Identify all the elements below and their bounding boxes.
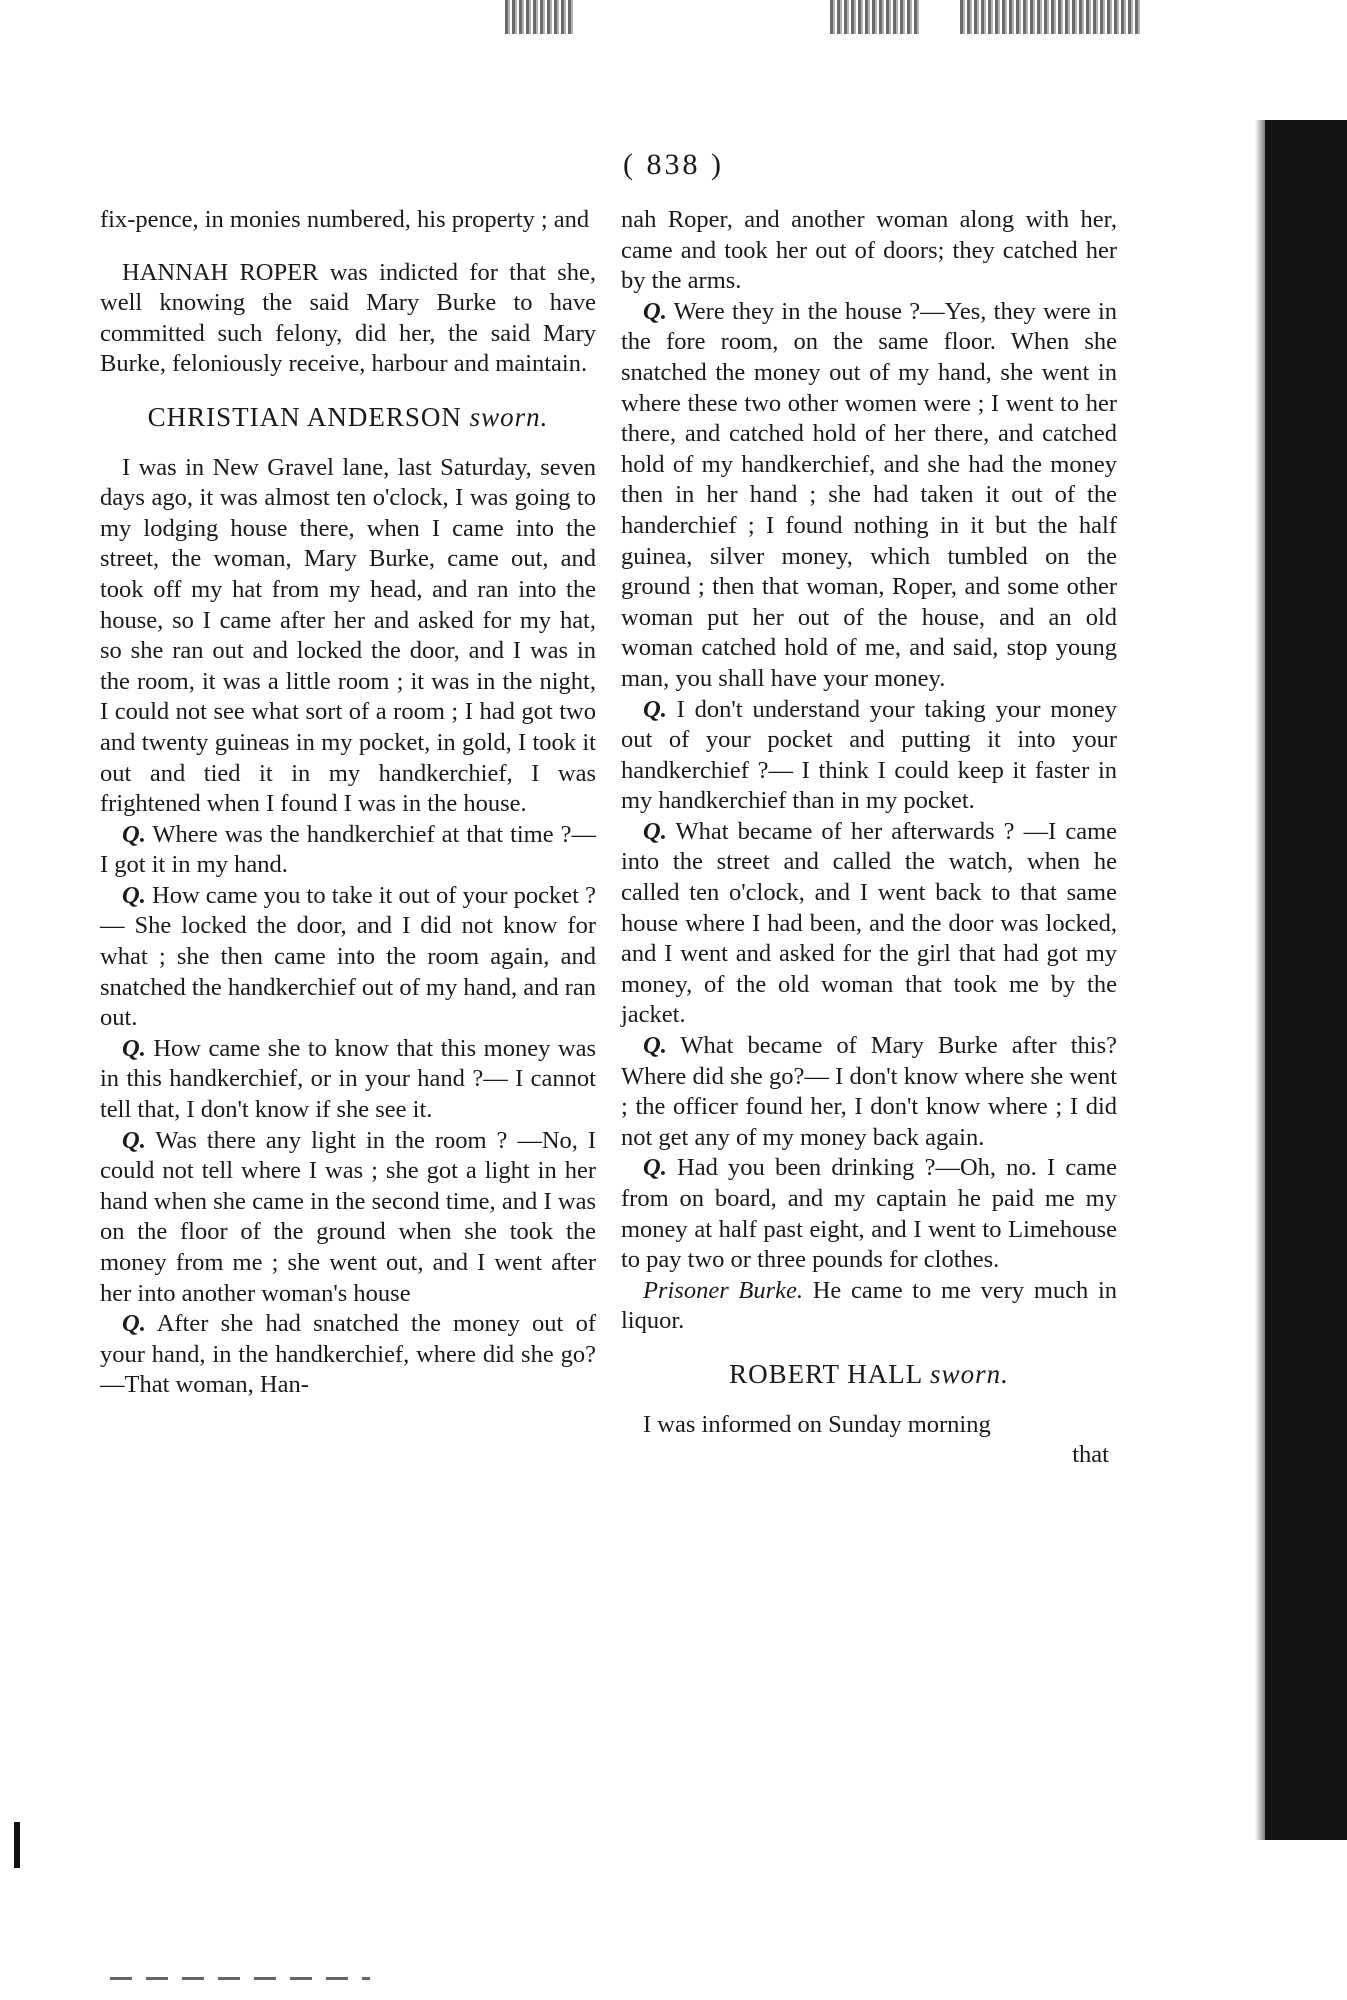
question-text: Had you been drinking ?—Oh, no. I came from on board, and my captain he paid me my money at half past eight, and I went to Limehouse to pay two or three pounds for clothes. — [621, 1154, 1118, 1274]
witness-heading — [100, 402, 596, 433]
question-text: Was there any light in the room ? —No, I could not tell where I was ; she got a light in her hand when she came in the second time, and I was on the floor of the ground when she took the money from me ; she went out, and I went after her into another woman's house — [100, 1126, 597, 1307]
indictment-paragraph: HANNAH ROPER was indicted for that she, well knowing the said Mary Burke to have committed such felony, did her, the said Mary Burke, feloniously receive, harbour and maintain. — [100, 258, 596, 378]
top-edge-smudge — [960, 0, 1140, 34]
question-mark: Q. — [643, 1032, 667, 1060]
binding-shadow — [1255, 120, 1265, 1840]
testimony-paragraph: I was in New Gravel lane, last Saturday, seven days ago, it was almost ten o'clock, I was going to my lodging house there, when I came into the street, the woman, Mary Burke, came out, and took off my hat from my head, and ran into the house, so I came after her and asked for my hat, so she ran out and locked the door, and I was in the room, it was a little room ; it was in the night, I could not see what sort of a room ; I had got two and twenty guineas in my pocket, in gold, I took it out and tied it in my handkerchief, I was frightened when I found I was in the house. — [100, 453, 596, 818]
question-paragraph — [100, 820, 596, 881]
question-mark: Q. — [122, 1126, 146, 1154]
left-column — [100, 205, 596, 1401]
right-column — [621, 205, 1117, 1471]
question-text: After she had snatched the money out of your hand, in the handkerchief, where did she go?—That woman, Han- — [100, 1310, 596, 1399]
paragraph: fix-pence, in monies numbered, his property ; and — [100, 206, 590, 233]
question-paragraph — [621, 1031, 1117, 1153]
question-mark: Q. — [643, 1154, 667, 1182]
bottom-scan-artifact — [110, 1977, 370, 1980]
testimony-paragraph: I was informed on Sunday morning — [643, 1410, 991, 1438]
top-edge-smudge — [830, 0, 920, 34]
question-paragraph — [621, 297, 1117, 695]
question-text: Where was the handkerchief at that time ?—I got it in my hand. — [100, 820, 596, 879]
prisoner-label: Prisoner Burke. — [643, 1276, 804, 1304]
question-text: How came you to take it out of your pocket ?— She locked the door, and I did not know for what ; she then came into the room again, and snatched the handkerchief out of my hand, and ran out. — [100, 881, 596, 1032]
question-mark: Q. — [643, 297, 667, 325]
paragraph: nah Roper, and another woman along with her, came and took her out of doors; they catched her by the arms. — [621, 206, 1117, 295]
question-mark: Q. — [122, 1310, 146, 1338]
margin-mark — [14, 1822, 20, 1868]
prisoner-statement — [621, 1276, 1117, 1337]
witness-name: ROBERT HALL — [729, 1358, 923, 1389]
prisoner-text: He came to me very much in liquor. — [621, 1276, 1117, 1335]
question-text: What became of her afterwards ? —I came into the street and called the watch, when he called ten o'clock, and I went back to that same house where I had been, and the door was locked, and I went and asked for the girl that had got my money, of the old woman that took me by the jacket. — [621, 817, 1117, 1029]
question-paragraph — [100, 1034, 596, 1126]
witness-name: CHRISTIAN ANDERSON — [147, 401, 462, 432]
sworn-label: sworn. — [469, 401, 549, 432]
question-mark: Q. — [643, 695, 667, 723]
binding-edge — [1265, 120, 1347, 1840]
question-mark: Q. — [122, 881, 146, 909]
top-edge-smudge — [505, 0, 575, 34]
catchword: that — [1072, 1441, 1109, 1469]
question-paragraph — [621, 1153, 1117, 1275]
question-paragraph — [621, 695, 1117, 817]
question-mark: Q. — [643, 817, 667, 845]
page-number: ( 838 ) — [623, 148, 724, 181]
question-text: What became of Mary Burke after this? Where did she go?— I don't know where she went ; the officer found her, I don't know where ; I did not get any of my money back again. — [621, 1032, 1117, 1151]
question-paragraph — [100, 1126, 596, 1310]
question-mark: Q. — [122, 820, 146, 848]
question-text: Were they in the house ?—Yes, they were in the fore room, on the same floor. When she snatched the money out of my hand, she went in where these two other women were ; I went to her there, and catched hold of her there, and catched hold of my handkerchief, and she had the money then in her hand ; she had taken it out of the handerchief ; I found nothing in it but the half guinea, silver money, which tumbled on the ground ; then that woman, Roper, and some other woman put her out of the house, and an old woman catched hold of me, and said, stop young man, you shall have your money. — [621, 297, 1117, 692]
question-text: How came she to know that this money was in this handkerchief, or in your hand ?— I cannot tell that, I don't know if she see it. — [100, 1034, 596, 1124]
question-paragraph — [100, 1309, 596, 1401]
question-mark: Q. — [122, 1034, 146, 1062]
question-paragraph — [100, 881, 596, 1034]
question-paragraph — [621, 817, 1117, 1031]
sworn-label: sworn. — [930, 1358, 1009, 1389]
witness-heading — [621, 1359, 1117, 1390]
question-text: I don't understand your taking your money out of your pocket and putting it into your handkerchief ?— I think I could keep it faster in my handkerchief than in my pocket. — [621, 695, 1117, 815]
